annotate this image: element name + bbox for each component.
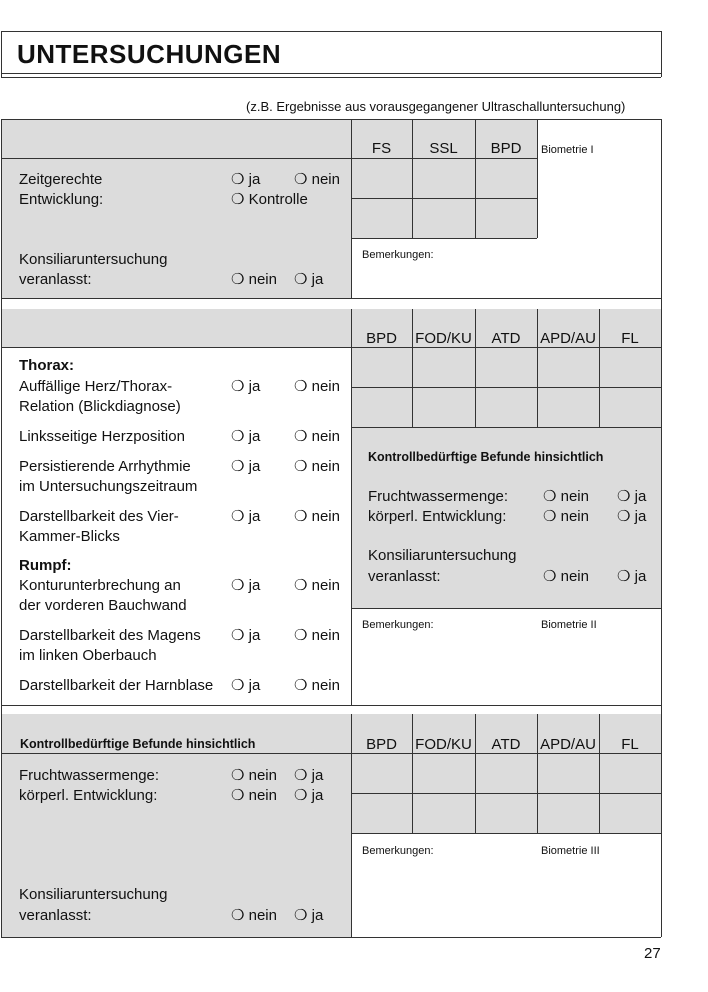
section3-right-border bbox=[661, 714, 662, 937]
section3-col-rule bbox=[412, 714, 413, 833]
fruchtwasser2-ja-radio[interactable]: ❍ ja bbox=[617, 488, 647, 505]
zeitgerechte-label: Zeitgerechte bbox=[19, 171, 103, 188]
section2-col-rule bbox=[537, 309, 538, 427]
column-header-bpd: BPD bbox=[366, 330, 397, 347]
biometrie-2-label: Biometrie II bbox=[541, 619, 597, 631]
fruchtwasser3-nein-radio[interactable]: ❍ nein bbox=[231, 767, 277, 784]
koerperl3-nein-radio[interactable]: ❍ nein bbox=[231, 787, 277, 804]
konsil-label: Konsiliaruntersuchung bbox=[368, 547, 517, 564]
veranlasst-label: veranlasst: bbox=[368, 568, 441, 585]
veranlasst-label: veranlasst: bbox=[19, 907, 92, 924]
column-header-apd-au: APD/AU bbox=[540, 736, 596, 753]
koerperl2-nein-radio[interactable]: ❍ nein bbox=[543, 508, 589, 525]
section1-col-rule bbox=[537, 119, 538, 238]
herzposition-nein-radio[interactable]: ❍ nein bbox=[294, 428, 340, 445]
konsil-label: Konsiliaruntersuchung bbox=[19, 886, 168, 903]
konsil1-nein-radio[interactable]: ❍ nein bbox=[231, 271, 277, 288]
section2-left-header-bg bbox=[1, 309, 351, 347]
magen-ja-radio[interactable]: ❍ ja bbox=[231, 627, 261, 644]
column-header-fl: FL bbox=[621, 330, 639, 347]
section2-col-rule bbox=[412, 309, 413, 427]
harnblase-nein-radio[interactable]: ❍ nein bbox=[294, 677, 340, 694]
header-top-rule bbox=[1, 31, 661, 32]
bemerkungen-3-label: Bemerkungen: bbox=[362, 845, 434, 857]
separator-right bbox=[661, 705, 662, 714]
herz-thorax-nein-radio[interactable]: ❍ nein bbox=[294, 378, 340, 395]
section1-top-rule bbox=[1, 119, 661, 120]
kontroll-box-bottom bbox=[351, 608, 661, 609]
konsil2-ja-radio[interactable]: ❍ ja bbox=[617, 568, 647, 585]
column-header-fod-ku: FOD/KU bbox=[415, 736, 472, 753]
section3-col-rule bbox=[537, 714, 538, 833]
section3-row-rule bbox=[351, 793, 661, 794]
section1-col-rule bbox=[475, 119, 476, 238]
bauchwand-ja-radio[interactable]: ❍ ja bbox=[231, 577, 261, 594]
item-label: Auffällige Herz/Thorax- bbox=[19, 378, 173, 395]
konsil2-nein-radio[interactable]: ❍ nein bbox=[543, 568, 589, 585]
bemerkungen-1-field[interactable] bbox=[352, 262, 660, 296]
item-label: Darstellbarkeit des Magens bbox=[19, 627, 201, 644]
page-number: 27 bbox=[644, 945, 661, 962]
section2-row-rule bbox=[351, 387, 661, 388]
header-rule-1 bbox=[1, 73, 661, 74]
item-label: Darstellbarkeit des Vier- bbox=[19, 508, 179, 525]
section1-table-bottom bbox=[351, 238, 537, 239]
bemerkungen-2-field[interactable] bbox=[352, 634, 660, 702]
section2-table-bg bbox=[351, 309, 661, 428]
biometrie-1-label: Biometrie I bbox=[541, 144, 594, 156]
arrhythmie-ja-radio[interactable]: ❍ ja bbox=[231, 458, 261, 475]
column-header-bpd: BPD bbox=[490, 140, 522, 157]
section2-table-bottom bbox=[351, 427, 661, 428]
header-left-border bbox=[1, 31, 2, 77]
header-right-border bbox=[661, 31, 662, 77]
section2-col-rule bbox=[475, 309, 476, 427]
koerperl-label: körperl. Entwicklung: bbox=[368, 508, 507, 525]
section3-col-rule bbox=[475, 714, 476, 833]
column-header-fl: FL bbox=[621, 736, 639, 753]
item-label: Darstellbarkeit der Harnblase bbox=[19, 677, 214, 694]
item-label: Kammer-Blicks bbox=[19, 528, 120, 545]
section3-table-bg bbox=[351, 714, 661, 833]
section3-col-rule bbox=[599, 714, 600, 833]
section1-table-bg bbox=[351, 119, 537, 239]
konsil-label: Konsiliaruntersuchung bbox=[19, 251, 168, 268]
header-rule-2 bbox=[1, 77, 661, 78]
item-label: Linksseitige Herzposition bbox=[19, 428, 185, 445]
section2-col-rule bbox=[599, 309, 600, 427]
column-header-apd-au: APD/AU bbox=[540, 330, 596, 347]
item-label: im Untersuchungszeitraum bbox=[19, 478, 198, 495]
column-header-fs: FS bbox=[371, 140, 392, 157]
section3-table-bottom bbox=[351, 833, 661, 834]
bemerkungen-2-label: Bemerkungen: bbox=[362, 619, 434, 631]
koerperl3-ja-radio[interactable]: ❍ ja bbox=[294, 787, 324, 804]
item-label: der vorderen Bauchwand bbox=[19, 597, 187, 614]
separator-rule bbox=[1, 298, 661, 299]
bauchwand-nein-radio[interactable]: ❍ nein bbox=[294, 577, 340, 594]
item-label: Persistierende Arrhythmie bbox=[19, 458, 191, 475]
separator-rule bbox=[1, 705, 661, 706]
section1-right-border bbox=[661, 119, 662, 298]
fruchtwasser2-nein-radio[interactable]: ❍ nein bbox=[543, 488, 589, 505]
harnblase-ja-radio[interactable]: ❍ ja bbox=[231, 677, 261, 694]
section1-row-rule bbox=[351, 198, 537, 199]
koerperl-label: körperl. Entwicklung: bbox=[19, 787, 158, 804]
fruchtwasser3-ja-radio[interactable]: ❍ ja bbox=[294, 767, 324, 784]
zeitgerecht-nein-radio[interactable]: ❍ nein bbox=[294, 171, 340, 188]
veranlasst-label: veranlasst: bbox=[19, 271, 92, 288]
column-header-fod-ku: FOD/KU bbox=[415, 330, 472, 347]
page-title: UNTERSUCHUNGEN bbox=[17, 39, 282, 69]
separator-left bbox=[1, 705, 2, 714]
item-label: im linken Oberbauch bbox=[19, 647, 157, 664]
section2-right-border bbox=[661, 309, 662, 705]
column-header-ssl: SSL bbox=[429, 140, 458, 157]
kontroll-heading: Kontrollbedürftige Befunde hinsichtlich bbox=[368, 450, 604, 464]
subtitle: (z.B. Ergebnisse aus vorausgegangener Ultraschalluntersuchung) bbox=[246, 99, 626, 114]
section1-col-rule bbox=[412, 119, 413, 238]
vier-kammer-ja-radio[interactable]: ❍ ja bbox=[231, 508, 261, 525]
rumpf-heading: Rumpf: bbox=[19, 557, 72, 574]
item-label: Relation (Blickdiagnose) bbox=[19, 398, 181, 415]
section3-left-border bbox=[1, 714, 2, 937]
herz-thorax-ja-radio[interactable]: ❍ ja bbox=[231, 378, 261, 395]
zeitgerecht-kontrolle-radio[interactable]: ❍ Kontrolle bbox=[231, 191, 308, 208]
section2-left-border bbox=[1, 309, 2, 705]
herzposition-ja-radio[interactable]: ❍ ja bbox=[231, 428, 261, 445]
column-header-bpd: BPD bbox=[366, 736, 397, 753]
item-label: Konturunterbrechung an bbox=[19, 577, 181, 594]
zeitgerecht-ja-radio[interactable]: ❍ ja bbox=[231, 171, 261, 188]
section3-bottom-rule bbox=[1, 937, 661, 938]
magen-nein-radio[interactable]: ❍ nein bbox=[294, 627, 340, 644]
fruchtwasser-label: Fruchtwassermenge: bbox=[368, 488, 509, 505]
bemerkungen-3-field[interactable] bbox=[352, 860, 660, 936]
thorax-heading: Thorax: bbox=[19, 357, 75, 374]
separator-left bbox=[1, 298, 2, 309]
biometrie-3-label: Biometrie III bbox=[541, 845, 600, 857]
konsil3-nein-radio[interactable]: ❍ nein bbox=[231, 907, 277, 924]
arrhythmie-nein-radio[interactable]: ❍ nein bbox=[294, 458, 340, 475]
kontroll-heading: Kontrollbedürftige Befunde hinsichtlich bbox=[20, 737, 256, 751]
fruchtwasser-label: Fruchtwassermenge: bbox=[19, 767, 160, 784]
entwicklung-label: Entwicklung: bbox=[19, 191, 104, 208]
separator-right bbox=[661, 298, 662, 309]
koerperl2-ja-radio[interactable]: ❍ ja bbox=[617, 508, 647, 525]
vier-kammer-nein-radio[interactable]: ❍ nein bbox=[294, 508, 340, 525]
konsil1-ja-radio[interactable]: ❍ ja bbox=[294, 271, 324, 288]
section1-left-border bbox=[1, 119, 2, 298]
column-header-atd: ATD bbox=[491, 736, 521, 753]
bemerkungen-1-label: Bemerkungen: bbox=[362, 249, 434, 261]
column-header-atd: ATD bbox=[491, 330, 521, 347]
konsil3-ja-radio[interactable]: ❍ ja bbox=[294, 907, 324, 924]
